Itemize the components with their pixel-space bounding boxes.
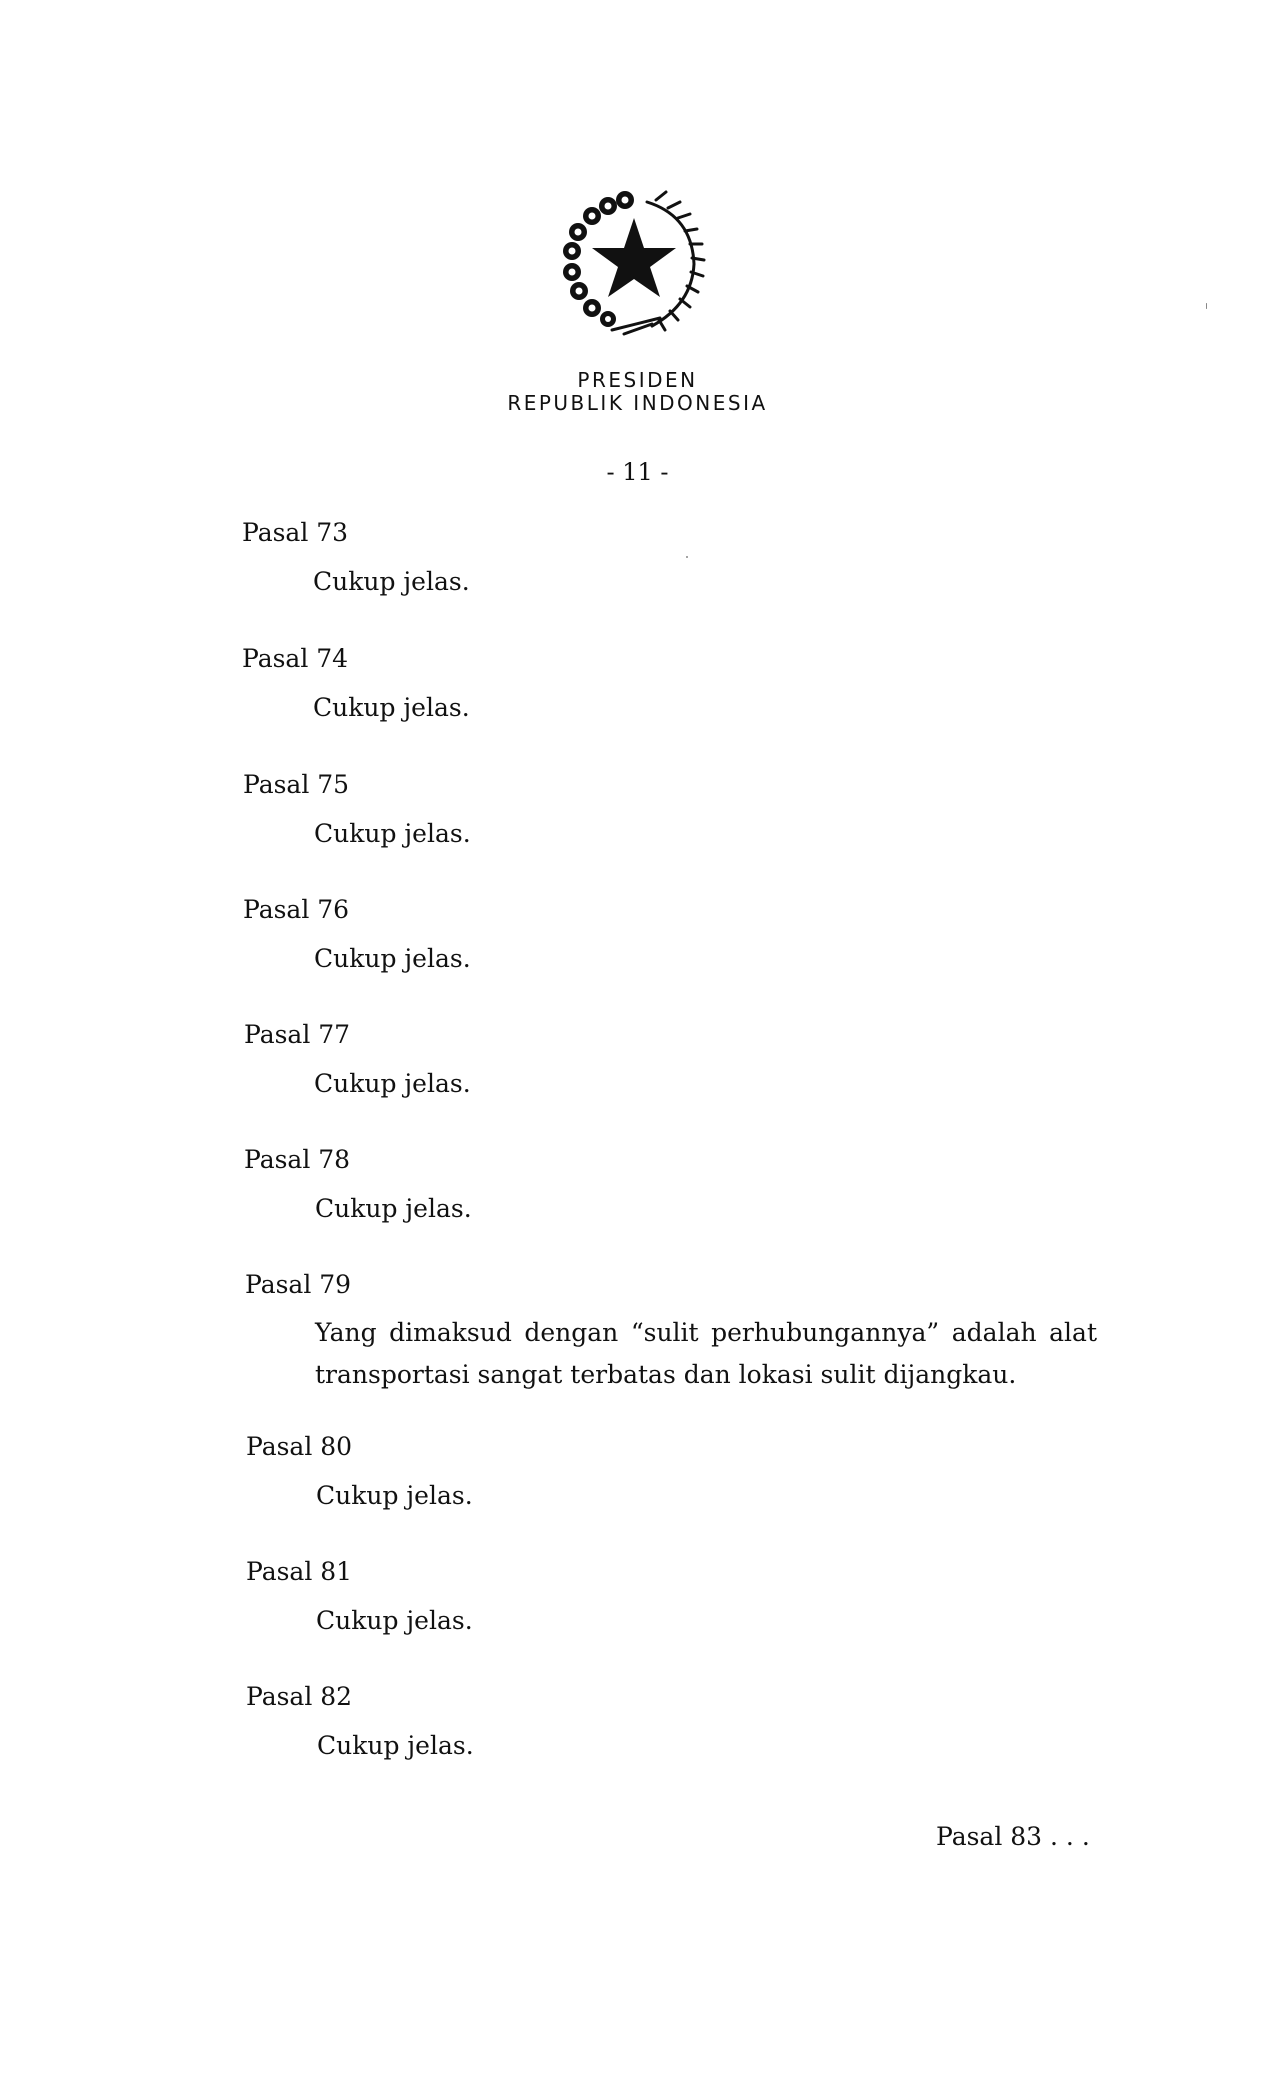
pasal-heading: Pasal 75: [243, 770, 350, 799]
pasal-heading: Pasal 80: [246, 1432, 353, 1461]
pasal-body: Cukup jelas.: [313, 693, 470, 722]
pasal-body-paragraph: Yang dimaksud dengan “sulit perhubungannya” adalah alat transportasi sangat terbatas dan lokasi sulit dijangkau.: [315, 1318, 1097, 1389]
pasal-body: Cukup jelas.: [316, 1481, 473, 1510]
continuation-marker: Pasal 83 . . .: [936, 1822, 1090, 1851]
pasal-heading: Pasal 77: [244, 1020, 351, 1049]
header-title-presiden: PRESIDEN: [577, 368, 698, 392]
pasal-body: Cukup jelas.: [317, 1731, 474, 1760]
pasal-heading: Pasal 79: [245, 1270, 352, 1299]
pasal-body: Cukup jelas.: [313, 567, 470, 596]
scan-speck: [686, 556, 688, 558]
presidential-emblem-icon: [552, 186, 712, 342]
page-number: - 11 -: [606, 458, 669, 486]
pasal-heading: Pasal 74: [242, 644, 349, 673]
pasal-body: Cukup jelas.: [315, 1194, 472, 1223]
pasal-body: Cukup jelas.: [314, 819, 471, 848]
header-title-republik: REPUBLIK INDONESIA: [507, 391, 768, 415]
pasal-heading: Pasal 81: [246, 1557, 353, 1586]
scan-speck: [1206, 303, 1207, 309]
pasal-heading: Pasal 73: [242, 518, 349, 547]
pasal-body: Cukup jelas.: [316, 1606, 473, 1635]
pasal-heading: Pasal 82: [246, 1682, 353, 1711]
pasal-heading: Pasal 78: [244, 1145, 351, 1174]
pasal-body: Cukup jelas.: [314, 944, 471, 973]
pasal-heading: Pasal 76: [243, 895, 350, 924]
pasal-body: Cukup jelas.: [314, 1069, 471, 1098]
